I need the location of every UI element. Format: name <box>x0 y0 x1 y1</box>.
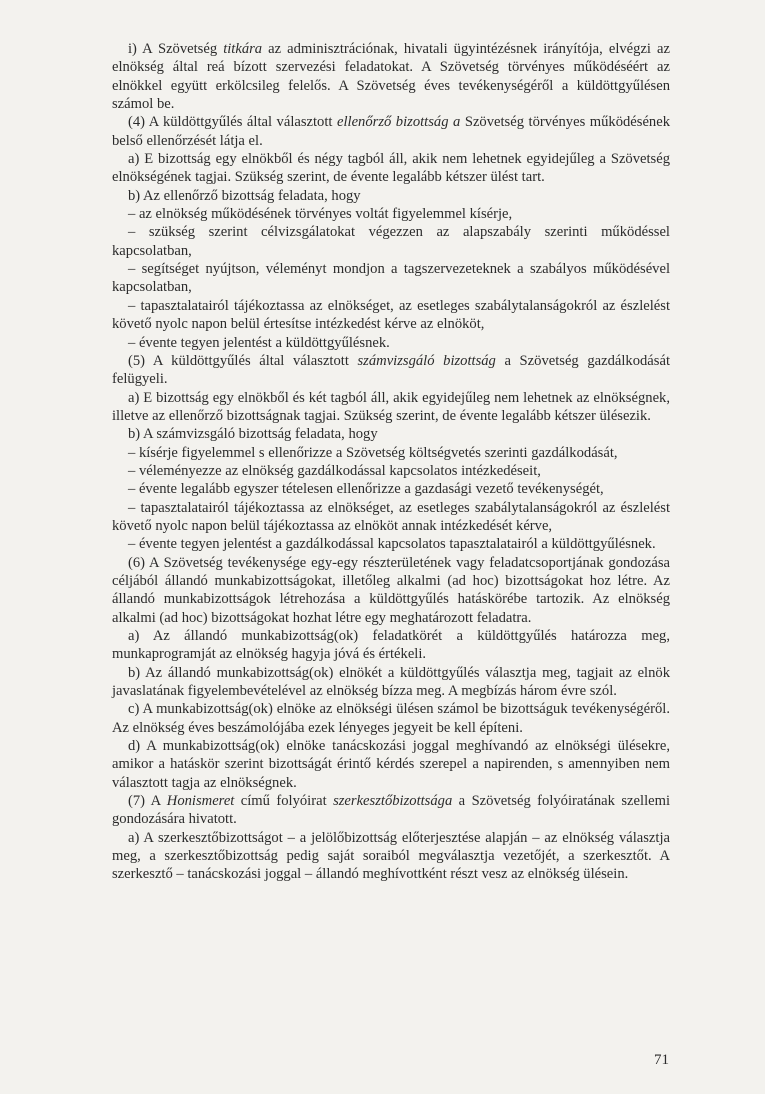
list-item: – évente tegyen jelentést a gazdálkodással kapcsolatos tapasztalatairól a küldöttgyűlésnek. <box>128 536 656 553</box>
paragraph-audit-committee: (4) A küldöttgyűlés által választott ellenőrző bizottság a Szövetség törvényes működésének belső ellenőrzését látja el. <box>112 114 671 149</box>
paragraph: d) A munkabizottság(ok) elnöke tanácskozási joggal meghívandó az elnökségi ülésekre, amikor a hatáskör szerint bizottságát érintő kérdés szerepel a napirenden, s amennyiben nem választott tagja az elnökségnek. <box>112 738 670 791</box>
list-item: – kísérje figyelemmel s ellenőrizze a Szövetség költségvetés szerinti gazdálkodását, <box>128 444 618 461</box>
list-item: – véleményezze az elnökség gazdálkodással kapcsolatos intézkedéseit, <box>128 462 541 479</box>
paragraph: a) A szerkesztőbizottságot – a jelölőbizottság előterjesztése alapján – az elnökség választja meg, a szerkesztőbizottság pedig saját soraiból megválasztja vezetőjét, a szerkesztőt. A szerkesztő – tanácskozási joggal – állandó meghívottként részt vesz az elnökség ülésein. <box>112 829 670 883</box>
list-item: – az elnökség működésének törvényes voltát figyelemmel kísérje, <box>128 206 513 223</box>
paragraph: b) Az állandó munkabizottság(ok) elnökét a küldöttgyűlés választja meg, tagjait az elnök javaslatának figyelembevételével az elnökség bízza meg. A megbízás három évre szól. <box>112 664 670 700</box>
paragraph: b) Az ellenőrző bizottság feladata, hogy <box>128 187 361 204</box>
paragraph: b) A számvizsgáló bizottság feladata, hogy <box>128 426 378 443</box>
list-item: – szükség szerint célvizsgálatokat végezzen az alapszabály szerinti működéssel kapcsolatban, <box>112 224 670 259</box>
page-number: 71 <box>654 1052 669 1068</box>
emphasis-editorial-board: szerkesztőbizottsága <box>333 793 453 810</box>
paragraph-accounts-committee: (5) A küldöttgyűlés által választott számvizsgáló bizottság a Szövetség gazdálkodását felügyeli. <box>112 352 671 388</box>
emphasis-secretary: titkára <box>223 41 263 57</box>
paragraph-secretary: i) A Szövetség titkára az adminisztrációnak, hivatali ügyintézésnek irányítója, elvégzi az elnökség által reá bízott szervezési feladatokat. A Szövetség törvényes működéséért az elnökkel együtt erkölcsileg felelős. A Szövetség éves tevékenységéről a küldöttgyűlésen számol be. <box>112 41 670 113</box>
paragraph-editorial-board: (7) A Honismeret című folyóirat szerkesztőbizottsága a Szövetség folyóiratának szellemi gondozására hivatott. <box>112 793 671 828</box>
paragraph: c) A munkabizottság(ok) elnöke az elnökségi ülésen számol be bizottságuk tevékenységéről. Az elnökség éves beszámolójába ezek lényeges jegyeit be kell építeni. <box>112 701 670 736</box>
list-item: – évente tegyen jelentést a küldöttgyűlésnek. <box>128 334 390 351</box>
emphasis-accounts-committee: számvizsgáló bizottság <box>357 352 496 369</box>
paragraph-working-committees: (6) A Szövetség tevékenysége egy-egy részterületének vagy feladatcsoportjának gondozása céljából állandó munkabizottságokat, illetőleg alkalmi (ad hoc) bizottságokat hoz létre. Az állandó munkabizottságok létrehozása a küldöttgyűlés hatáskörébe tartozik. Az elnökség alkalmi (ad hoc) bizottságokat hozhat létre egy meghatározott feladatra. <box>112 554 670 626</box>
paragraph: a) Az állandó munkabizottság(ok) feladatkörét a küldöttgyűlés határozza meg, munkaprogramját az elnökség hagyja jóvá és értékeli. <box>112 628 670 663</box>
body-text <box>112 40 670 884</box>
list-item: – tapasztalatairól tájékoztassa az elnökséget, az esetleges szabálytalanságokról az észlelést követő nyolc napon belül tájékoztassa az elnököt annak intézkedését kérve, <box>112 499 670 534</box>
emphasis-journal-title: Honismeret <box>166 793 235 810</box>
list-item: – évente legalább egyszer tételesen ellenőrizze a gazdasági vezető tevékenységét, <box>128 481 604 498</box>
paragraph: a) E bizottság egy elnökből és négy tagból áll, akik nem lehetnek egyidejűleg a Szövetség elnökségének tagjai. Szükség szerint, de évente legalább kétszer ülést tart. <box>112 151 670 186</box>
list-item: – segítséget nyújtson, véleményt mondjon a tagszervezeteknek a szabályos működésével kapcsolatban, <box>112 261 670 296</box>
list-item: – tapasztalatairól tájékoztassa az elnökséget, az esetleges szabálytalanságokról az észlelést követő nyolc napon belül értesítse intézkedést kérve az elnököt, <box>112 297 670 333</box>
emphasis-audit-committee: ellenőrző bizottság a <box>336 114 461 131</box>
paragraph: a) E bizottság egy elnökből és két tagból áll, akik egyidejűleg nem lehetnek az elnökségnek, illetve az ellenőrző bizottságnak tagjai. Szükség szerint, de évente legalább kétszer ülésezik. <box>112 389 670 424</box>
